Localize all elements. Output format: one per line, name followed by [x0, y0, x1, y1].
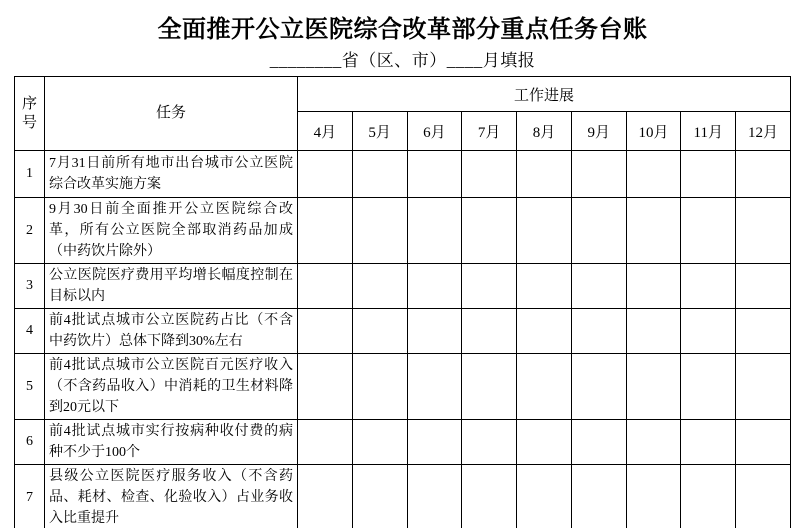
progress-cell[interactable] [736, 198, 791, 264]
progress-cell[interactable] [626, 420, 681, 465]
column-header-index: 序号 [15, 77, 45, 151]
row-index: 3 [15, 264, 45, 309]
column-header-month-may: 5月 [352, 112, 407, 151]
column-header-month-dec: 12月 [736, 112, 791, 151]
progress-cell[interactable] [681, 264, 736, 309]
report-subtitle: ________省（区、市）____月填报 [269, 51, 536, 70]
progress-cell[interactable] [298, 420, 353, 465]
progress-cell[interactable] [352, 151, 407, 198]
progress-cell[interactable] [462, 420, 517, 465]
table-row [15, 198, 791, 264]
task-text: 9月30日前全面推开公立医院综合改革，所有公立医院全部取消药品加成（中药饮片除外） [45, 198, 298, 264]
progress-cell[interactable] [517, 354, 572, 420]
table-row [15, 309, 791, 354]
column-header-progress: 工作进展 [298, 77, 791, 112]
table-row [15, 420, 791, 465]
row-index: 1 [15, 151, 45, 198]
progress-cell[interactable] [517, 264, 572, 309]
progress-cell[interactable] [298, 309, 353, 354]
column-header-month-sep: 9月 [571, 112, 626, 151]
progress-cell[interactable] [352, 309, 407, 354]
column-header-month-oct: 10月 [626, 112, 681, 151]
row-index: 4 [15, 309, 45, 354]
column-header-month-aug: 8月 [517, 112, 572, 151]
progress-cell[interactable] [298, 151, 353, 198]
progress-cell[interactable] [407, 198, 462, 264]
task-text: 7月31日前所有地市出台城市公立医院综合改革实施方案 [45, 151, 298, 198]
progress-cell[interactable] [462, 198, 517, 264]
progress-cell[interactable] [517, 465, 572, 528]
progress-cell[interactable] [736, 354, 791, 420]
column-header-month-jun: 6月 [407, 112, 462, 151]
column-header-month-apr: 4月 [298, 112, 353, 151]
progress-cell[interactable] [626, 354, 681, 420]
progress-cell[interactable] [407, 264, 462, 309]
progress-cell[interactable] [407, 420, 462, 465]
progress-cell[interactable] [517, 151, 572, 198]
progress-cell[interactable] [681, 151, 736, 198]
progress-cell[interactable] [681, 465, 736, 528]
progress-cell[interactable] [626, 309, 681, 354]
progress-cell[interactable] [407, 465, 462, 528]
progress-cell[interactable] [298, 465, 353, 528]
column-header-task: 任务 [45, 77, 298, 151]
progress-cell[interactable] [298, 198, 353, 264]
progress-cell[interactable] [571, 264, 626, 309]
progress-cell[interactable] [407, 354, 462, 420]
row-index: 6 [15, 420, 45, 465]
progress-cell[interactable] [626, 264, 681, 309]
progress-cell[interactable] [571, 151, 626, 198]
progress-cell[interactable] [517, 309, 572, 354]
progress-cell[interactable] [571, 465, 626, 528]
row-index: 2 [15, 198, 45, 264]
progress-cell[interactable] [571, 309, 626, 354]
row-index: 5 [15, 354, 45, 420]
progress-cell[interactable] [571, 198, 626, 264]
task-ledger-table [14, 76, 791, 528]
task-text: 前4批试点城市公立医院药占比（不含中药饮片）总体下降到30%左右 [45, 309, 298, 354]
table-row [15, 151, 791, 198]
progress-cell[interactable] [681, 420, 736, 465]
column-header-month-nov: 11月 [681, 112, 736, 151]
progress-cell[interactable] [352, 198, 407, 264]
progress-cell[interactable] [407, 151, 462, 198]
row-index: 7 [15, 465, 45, 528]
progress-cell[interactable] [462, 465, 517, 528]
progress-cell[interactable] [517, 420, 572, 465]
progress-cell[interactable] [736, 465, 791, 528]
table-row [15, 354, 791, 420]
progress-cell[interactable] [352, 354, 407, 420]
progress-cell[interactable] [736, 309, 791, 354]
progress-cell[interactable] [462, 264, 517, 309]
column-header-month-jul: 7月 [462, 112, 517, 151]
progress-cell[interactable] [298, 354, 353, 420]
progress-cell[interactable] [462, 151, 517, 198]
progress-cell[interactable] [298, 264, 353, 309]
progress-cell[interactable] [736, 420, 791, 465]
progress-cell[interactable] [681, 309, 736, 354]
progress-cell[interactable] [736, 264, 791, 309]
progress-cell[interactable] [681, 198, 736, 264]
progress-cell[interactable] [462, 309, 517, 354]
progress-cell[interactable] [681, 354, 736, 420]
progress-cell[interactable] [571, 420, 626, 465]
page-title: 全面推开公立医院综合改革部分重点任务台账 [157, 17, 648, 43]
task-text: 前4批试点城市实行按病种收付费的病种不少于100个 [45, 420, 298, 465]
table-row [15, 264, 791, 309]
task-text: 公立医院医疗费用平均增长幅度控制在目标以内 [45, 264, 298, 309]
header-row-progress [15, 77, 791, 112]
progress-cell[interactable] [626, 465, 681, 528]
progress-cell[interactable] [407, 309, 462, 354]
task-text: 县级公立医院医疗服务收入（不含药品、耗材、检查、化验收入）占业务收入比重提升 [45, 465, 298, 528]
table-row [15, 465, 791, 528]
progress-cell[interactable] [352, 264, 407, 309]
progress-cell[interactable] [462, 354, 517, 420]
task-text: 前4批试点城市公立医院百元医疗收入（不含药品收入）中消耗的卫生材料降到20元以下 [45, 354, 298, 420]
progress-cell[interactable] [736, 151, 791, 198]
progress-cell[interactable] [352, 420, 407, 465]
progress-cell[interactable] [626, 198, 681, 264]
progress-cell[interactable] [352, 465, 407, 528]
progress-cell[interactable] [571, 354, 626, 420]
progress-cell[interactable] [517, 198, 572, 264]
progress-cell[interactable] [626, 151, 681, 198]
